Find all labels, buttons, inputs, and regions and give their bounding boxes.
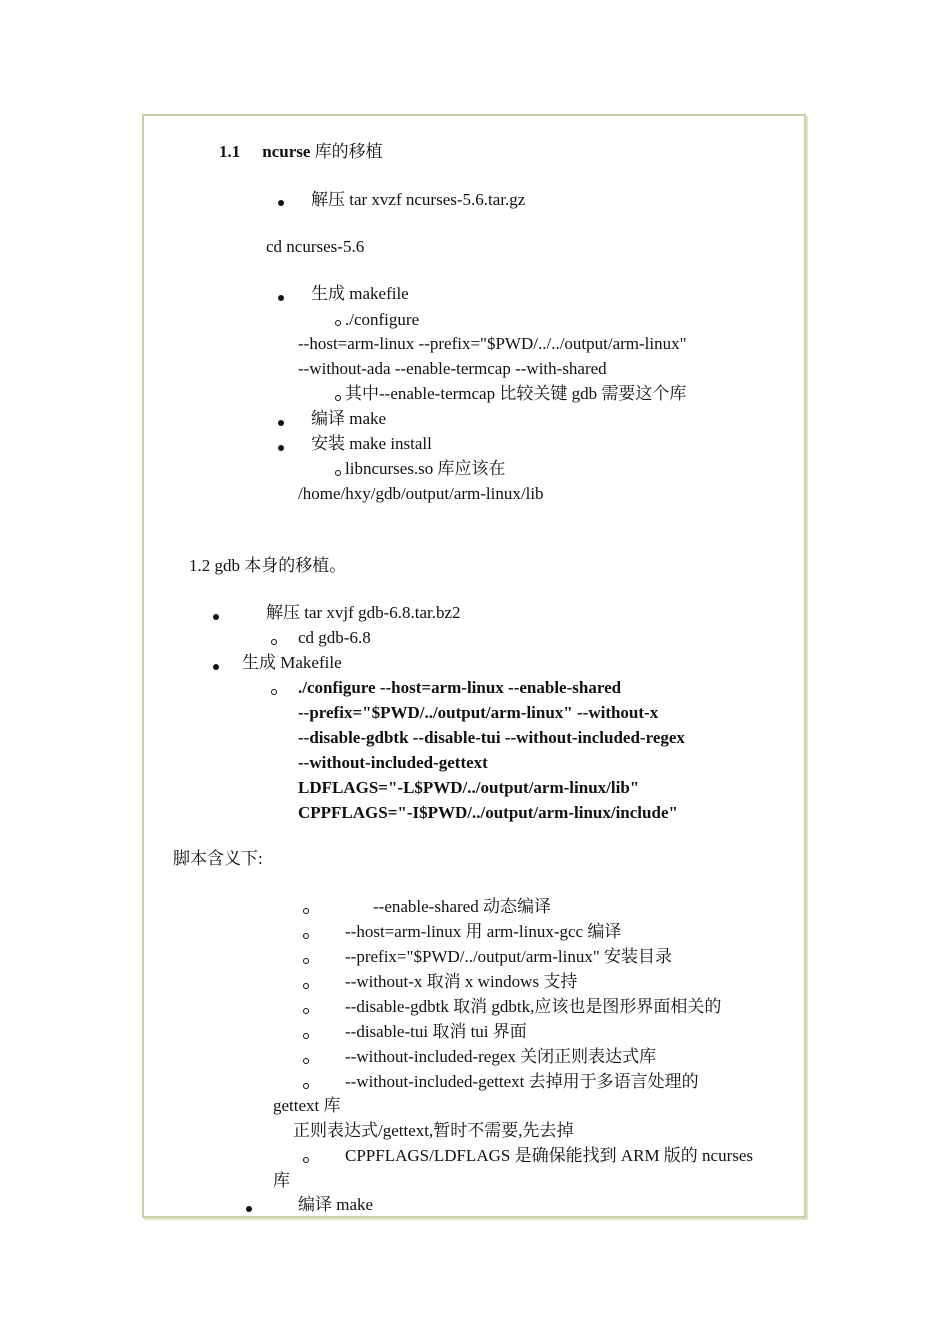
gen-makefile-gdb: 生成 Makefile [242,653,342,672]
cd-gdb: cd gdb-6.8 [298,628,371,647]
option-item: --disable-tui 取消 tui 界面 [345,1022,527,1041]
cd-ncurses: cd ncurses-5.6 [266,237,365,256]
option-item: --without-included-regex 关闭正则表达式库 [345,1047,657,1066]
option-item: --without-x 取消 x windows 支持 [345,972,578,991]
circle-bullet-icon [303,908,309,914]
script-meaning-heading: 脚本含义下: [173,849,263,868]
circle-bullet-icon [303,983,309,989]
bullet-icon [278,200,284,206]
compile-gdb: 编译 make [298,1195,374,1214]
cppflags-note-1: CPPFLAGS/LDFLAGS 是确保能找到 ARM 版的 ncurses [345,1146,754,1165]
gdb-configure-line: --disable-gdbtk --disable-tui --without-included-regex [298,728,685,747]
gettext-lib: gettext 库 [273,1096,341,1115]
circle-bullet-icon [303,1033,309,1039]
circle-bullet-icon [303,1008,309,1014]
unpack-gdb: 解压 tar xvjf gdb-6.8.tar.bz2 [266,603,461,622]
gdb-configure-line: CPPFLAGS="-I$PWD/../output/arm-linux/include" [298,803,678,822]
option-item: --prefix="$PWD/../output/arm-linux" 安装目录 [345,947,673,966]
bullet-icon [213,664,219,670]
section-1-1-heading [219,142,383,162]
bullet-icon [246,1206,252,1212]
heading-number: 1.1 [219,142,241,161]
gdb-configure-line: --prefix="$PWD/../output/arm-linux" --without-x [298,703,659,722]
option-item: --enable-shared 动态编译 [373,897,551,916]
bullet-icon [278,420,284,426]
lib-path-1: libncurses.so 库应该在 [345,459,506,478]
circle-bullet-icon [303,1058,309,1064]
circle-bullet-icon [335,395,341,401]
circle-bullet-icon [303,1157,309,1163]
section-1-2-heading: 1.2 gdb 本身的移植。 [189,556,347,575]
unpack-ncurses: 解压 tar xvzf ncurses-5.6.tar.gz [311,190,526,209]
gdb-configure-line: --without-included-gettext [298,753,488,772]
circle-bullet-icon [335,320,341,326]
option-item: --disable-gdbtk 取消 gdbtk,应该也是图形界面相关的 [345,997,722,1016]
circle-bullet-icon [271,639,277,645]
option-item: --host=arm-linux 用 arm-linux-gcc 编译 [345,922,622,941]
circle-bullet-icon [335,470,341,476]
configure-line-2: --host=arm-linux --prefix="$PWD/../../output/arm-linux" [298,334,687,353]
configure-line-1: ./configure [345,310,420,329]
regex-note: 正则表达式/gettext,暂时不需要,先去掉 [293,1121,574,1140]
gdb-configure-line: LDFLAGS="-L$PWD/../output/arm-linux/lib" [298,778,640,797]
circle-bullet-icon [303,958,309,964]
configure-line-3: --without-ada --enable-termcap --with-shared [298,359,607,378]
lib-path-2: /home/hxy/gdb/output/arm-linux/lib [298,484,544,503]
bullet-icon [278,295,284,301]
install-ncurses: 安装 make install [311,434,432,453]
heading-rest: 库的移植 [314,142,383,161]
heading-bold-term: ncurse [262,142,311,161]
note-termcap: 其中--enable-termcap 比较关键 gdb 需要这个库 [345,384,687,403]
circle-bullet-icon [271,689,277,695]
circle-bullet-icon [303,1083,309,1089]
option-item: --without-included-gettext 去掉用于多语言处理的 [345,1072,699,1091]
bullet-icon [278,445,284,451]
compile-ncurses: 编译 make [311,409,387,428]
cppflags-note-2: 库 [273,1171,290,1190]
circle-bullet-icon [303,933,309,939]
gdb-configure-line: ./configure --host=arm-linux --enable-shared [298,678,622,697]
bullet-icon [213,614,219,620]
gen-makefile: 生成 makefile [311,284,409,303]
